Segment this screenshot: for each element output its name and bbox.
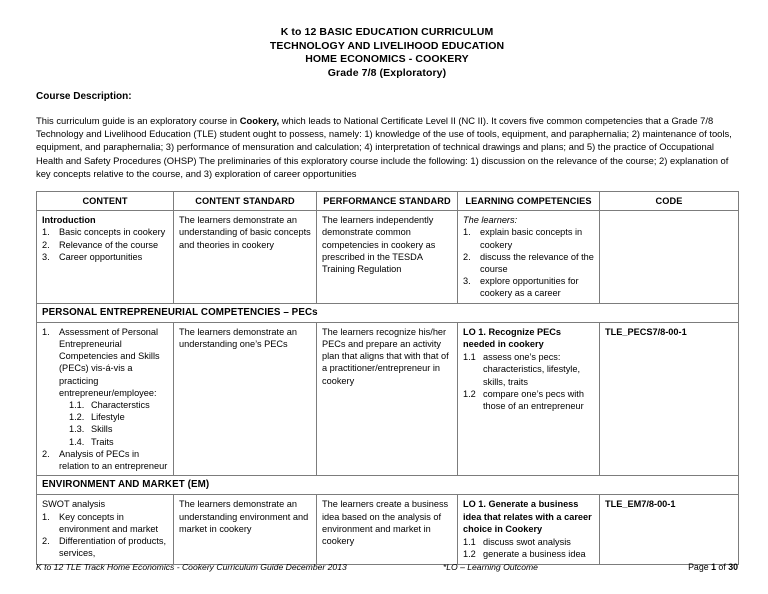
course-description-text xyxy=(36,114,738,180)
learning-outcome-title: LO 1. Recognize PECs needed in cookery xyxy=(463,326,562,350)
list-text: Lifestyle xyxy=(91,412,125,423)
page-footer xyxy=(36,562,738,572)
list-marker: 1. xyxy=(463,227,471,238)
learning-competency-list xyxy=(463,536,594,560)
list-item xyxy=(463,548,594,560)
content-heading: SWOT analysis xyxy=(42,499,106,510)
list-text: Differentiation of products, services, xyxy=(59,536,167,559)
column-header-content-standard: CONTENT STANDARD xyxy=(174,192,317,211)
cell-code: TLE_PECS7/8-00-1 xyxy=(600,322,739,475)
list-text: explore opportunities for cookery as a career xyxy=(480,276,579,299)
page-middle: of xyxy=(715,562,729,572)
cell-content-standard: The learners demonstrate an understanding one’s PECs xyxy=(174,322,317,475)
list-text: Basic concepts in cookery xyxy=(59,227,166,238)
list-item xyxy=(463,388,594,412)
list-marker: 1. xyxy=(42,227,50,238)
list-text: generate a business idea xyxy=(483,549,586,560)
list-item xyxy=(42,511,168,535)
column-header-content: CONTENT xyxy=(37,192,174,211)
title-line-1: K to 12 BASIC EDUCATION CURRICULUM xyxy=(280,26,494,38)
list-item xyxy=(42,535,168,559)
list-marker: 1.1. xyxy=(69,400,85,411)
cell-content-standard: The learners demonstrate an understanding of basic concepts and theories in cookery xyxy=(174,211,317,303)
list-item xyxy=(463,536,594,548)
content-item-list xyxy=(42,511,168,560)
cell-learning-competencies xyxy=(458,322,600,475)
table-row xyxy=(37,495,739,564)
learning-competency-list xyxy=(463,351,594,412)
column-header-performance-standard: PERFORMANCE STANDARD xyxy=(317,192,458,211)
cell-learning-competencies xyxy=(458,495,600,564)
list-marker: 2. xyxy=(463,251,471,262)
list-marker: 1.2. xyxy=(69,412,85,423)
list-marker: 1.2 xyxy=(463,388,476,399)
page-current: 1 xyxy=(711,562,716,572)
list-item xyxy=(69,436,168,448)
list-text: assess one’s pecs: characteristics, lifestyle, skills, traits xyxy=(483,352,581,387)
column-header-code: CODE xyxy=(600,192,739,211)
curriculum-table xyxy=(36,191,739,564)
list-text: Career opportunities xyxy=(59,251,143,262)
content-sub-list xyxy=(59,399,168,448)
footer-left-text: K to 12 TLE Track Home Economics - Cookery Curriculum Guide December 2013 xyxy=(36,562,347,572)
content-item-list xyxy=(42,226,168,263)
title-line-3: HOME ECONOMICS - COOKERY xyxy=(305,53,469,65)
cell-performance-standard: The learners independently demonstrate common competencies in cookery as prescribed in the TESDA Training Regulation xyxy=(317,211,458,303)
list-marker: 1.3. xyxy=(69,424,85,435)
course-description-label: Course Description: xyxy=(36,91,132,102)
list-item xyxy=(42,239,168,251)
list-marker: 1.1 xyxy=(463,352,476,363)
list-text: discuss swot analysis xyxy=(483,537,571,548)
content-heading: Introduction xyxy=(42,215,96,226)
cell-performance-standard: The learners recognize his/her PECs and prepare an activity plan that aligns that with that of a practitioner/entrepreneur in cookery xyxy=(317,322,458,475)
column-header-learning-competencies: LEARNING COMPETENCIES xyxy=(458,192,600,211)
cell-performance-standard: The learners create a business idea based on the analysis of environment and market in cookery xyxy=(317,495,458,564)
cell-learning-competencies xyxy=(458,211,600,303)
title-line-2: TECHNOLOGY AND LIVELIHOOD EDUCATION xyxy=(269,39,505,52)
list-marker: 1.4. xyxy=(69,436,85,447)
table-row xyxy=(37,211,739,303)
list-text: discuss the relevance of the course xyxy=(480,251,594,275)
list-text: explain basic concepts in cookery xyxy=(480,227,583,250)
list-item xyxy=(463,226,594,250)
list-marker: 1.1 xyxy=(463,537,476,548)
list-marker: 2. xyxy=(42,536,50,547)
table-row xyxy=(37,322,739,475)
list-text: Traits xyxy=(91,436,114,447)
learning-competencies-lead: The learners: xyxy=(463,215,518,226)
list-text: compare one’s pecs with those of an entrepreneur xyxy=(483,388,584,412)
list-text: Analysis of PECs in relation to an entrepreneur xyxy=(59,448,168,472)
list-marker: 3. xyxy=(42,251,50,262)
list-item xyxy=(69,423,168,435)
page-total: 30 xyxy=(728,562,738,572)
list-item xyxy=(42,326,168,448)
list-item xyxy=(463,351,594,388)
cell-code xyxy=(600,211,739,303)
list-marker: 3. xyxy=(463,276,471,287)
list-item xyxy=(42,226,168,238)
cell-content-em xyxy=(37,495,174,564)
list-marker: 1. xyxy=(42,326,50,337)
section-header-label: PERSONAL ENTREPRENEURIAL COMPETENCIES – PECs xyxy=(37,303,739,322)
list-text xyxy=(59,326,168,448)
list-item xyxy=(69,399,168,411)
list-marker: 1.2 xyxy=(463,549,476,560)
cell-content-introduction xyxy=(37,211,174,303)
list-text-main: Assessment of Personal Entrepreneurial Competencies and Skills (PECs) vis-á-vis a practicing entrepreneur/employee: xyxy=(59,326,160,398)
list-item xyxy=(42,448,168,472)
cell-content-standard: The learners demonstrate an understanding environment and market in cookery xyxy=(174,495,317,564)
section-header-row-pecs xyxy=(37,303,739,322)
course-description-emphasis: Cookery, xyxy=(239,115,280,126)
page-prefix: Page xyxy=(688,562,712,572)
list-item xyxy=(463,275,594,299)
section-header-label: ENVIRONMENT AND MARKET (EM) xyxy=(37,476,739,495)
learning-outcome-title: LO 1. Generate a business idea that relates with a career choice in Cookery xyxy=(463,499,592,534)
list-text: Skills xyxy=(91,424,113,435)
list-item xyxy=(69,411,168,423)
list-item xyxy=(463,251,594,275)
document-title xyxy=(36,26,738,80)
footer-center-note: *LO – Learning Outcome xyxy=(442,562,538,572)
list-text: Key concepts in environment and market xyxy=(59,511,159,534)
learning-competency-list xyxy=(463,226,594,299)
course-description-part1: This curriculum guide is an exploratory course in xyxy=(36,115,240,126)
list-marker: 2. xyxy=(42,448,50,459)
table-header-row xyxy=(37,192,739,211)
cell-content-pecs xyxy=(37,322,174,475)
list-marker: 2. xyxy=(42,239,50,250)
list-marker: 1. xyxy=(42,511,50,522)
list-text: Relevance of the course xyxy=(59,239,159,250)
content-item-list xyxy=(42,326,168,472)
title-line-4: Grade 7/8 (Exploratory) xyxy=(327,66,447,79)
list-item xyxy=(42,251,168,263)
list-text: Characterstics xyxy=(91,400,150,411)
footer-page-number xyxy=(688,562,738,572)
course-description-part2: which leads to National Certificate Level II (NC II). It covers five common competencies that a Grade 7/8 Technology and Livelihood Education (TLE) student ought to possess, namely: 1) knowledge of the use of tools, equipment, and paraphernalia; 2) maintenance of tools, equipment, and paraphernalia; 3) performance of mensuration and calculation; 4) interpretation of technical drawings and plans; and 5) the practice of Occupational Health and Safety Procedures (OHSP) The preliminaries of this exploratory course include the following: 1) discussion on the relevance of the course; 2) explanation of key concepts relative to the course, and 3) exploration of career opportunities xyxy=(36,115,732,179)
cell-code: TLE_EM7/8-00-1 xyxy=(600,495,739,564)
section-header-row-em xyxy=(37,476,739,495)
